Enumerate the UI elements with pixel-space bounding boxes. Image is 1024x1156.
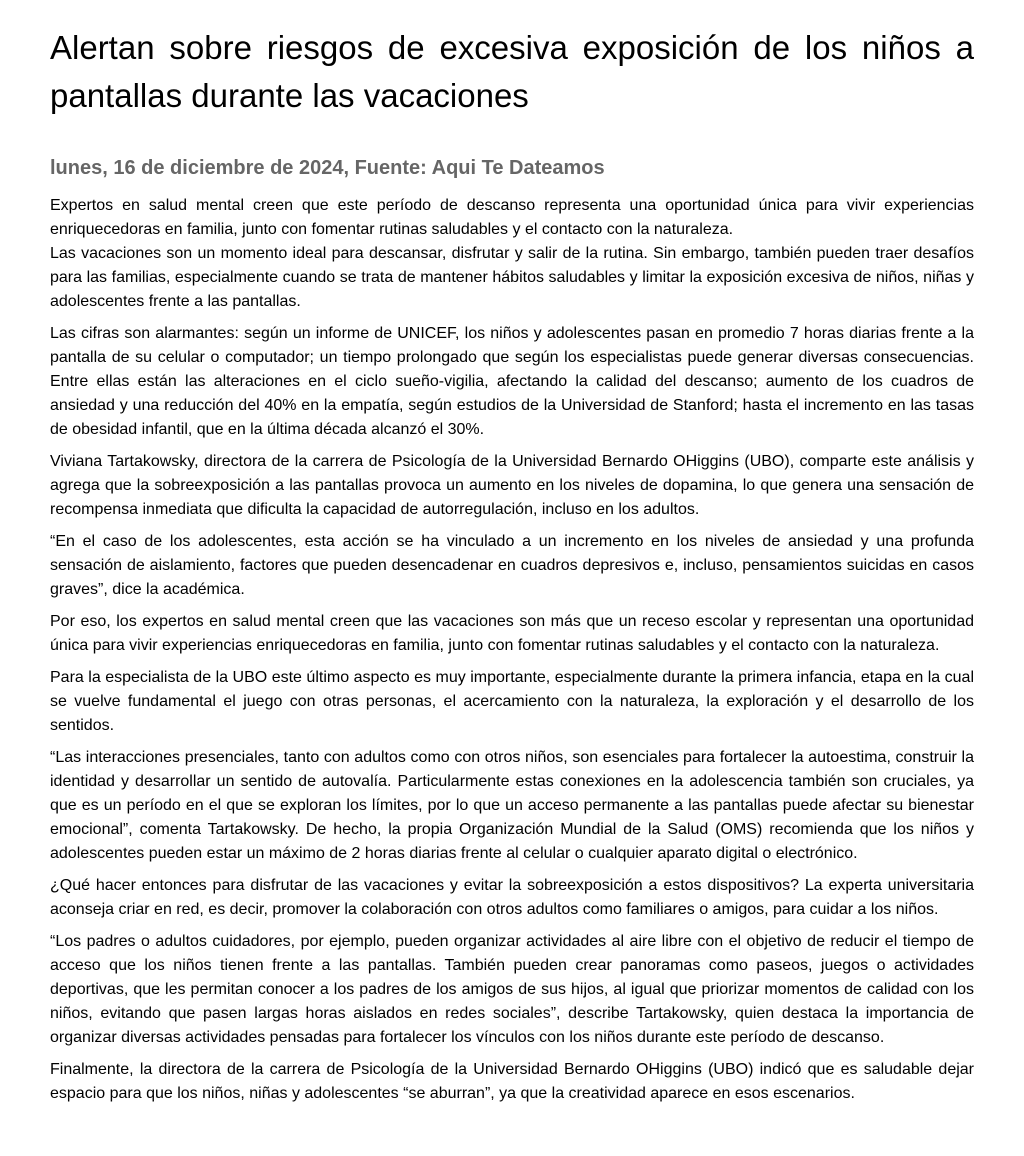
article-paragraph: Por eso, los expertos en salud mental creen que las vacaciones son más que un receso escolar y representan una oportunidad única para vivir experiencias enriquecedoras en familia, junto con fomentar rutinas saludables y el contacto con la naturaleza. <box>50 613 974 654</box>
article-paragraph: ¿Qué hacer entonces para disfrutar de las vacaciones y evitar la sobreexposición a estos dispositivos? La experta universitaria aconseja criar en red, es decir, promover la colaboración con otros adultos como familiares o amigos, para cuidar a los niños. <box>50 877 974 918</box>
article-body <box>50 194 974 1106</box>
article-lead-paragraph: Expertos en salud mental creen que este período de descanso representa una oportunidad única para vivir experiencias enriquecedoras en familia, junto con fomentar rutinas saludables y el contacto con la naturaleza. <box>50 197 974 238</box>
article-title: Alertan sobre riesgos de excesiva exposición de los niños a pantallas durante las vacaciones <box>50 29 974 114</box>
article-paragraph: “Las interacciones presenciales, tanto con adultos como con otros niños, son esenciales para fortalecer la autoestima, construir la identidad y desarrollar un sentido de autovalía. Particularmente estas conexiones en la adolescencia también son cruciales, ya que es un período en el que se exploran los límites, por lo que un acceso permanente a las pantallas puede afectar su bienestar emocional”, comenta Tartakowsky. De hecho, la propia Organización Mundial de la Salud (OMS) recomienda que los niños y adolescentes pueden estar un máximo de 2 horas diarias frente al celular o cualquier aparato digital o electrónico. <box>50 749 974 862</box>
article-paragraph: Para la especialista de la UBO este último aspecto es muy importante, especialmente durante la primera infancia, etapa en la cual se vuelve fundamental el juego con otras personas, el acercamiento con la naturaleza, la exploración y el desarrollo de los sentidos. <box>50 669 974 734</box>
article-paragraph: Las vacaciones son un momento ideal para descansar, disfrutar y salir de la rutina. Sin embargo, también pueden traer desafíos para las familias, especialmente cuando se trata de mantener hábitos saludables y limitar la exposición excesiva de niños, niñas y adolescentes frente a las pantallas. <box>50 245 974 310</box>
article-paragraph: Finalmente, la directora de la carrera de Psicología de la Universidad Bernardo OHiggins (UBO) indicó que es saludable dejar espacio para que los niños, niñas y adolescentes “se aburran”, ya que la creatividad aparece en esos escenarios. <box>50 1061 974 1102</box>
article-date-source: lunes, 16 de diciembre de 2024, Fuente: Aqui Te Dateamos <box>50 157 605 179</box>
article-paragraph: Viviana Tartakowsky, directora de la carrera de Psicología de la Universidad Bernardo OHiggins (UBO), comparte este análisis y agrega que la sobreexposición a las pantallas provoca un aumento en los niveles de dopamina, lo que genera una sensación de recompensa inmediata que dificulta la capacidad de autorregulación, incluso en los adultos. <box>50 453 974 518</box>
article-paragraph: “En el caso de los adolescentes, esta acción se ha vinculado a un incremento en los niveles de ansiedad y una profunda sensación de aislamiento, factores que pueden desencadenar en cuadros depresivos e, incluso, pensamientos suicidas en casos graves”, dice la académica. <box>50 533 974 598</box>
article <box>50 0 974 1114</box>
article-paragraph: “Los padres o adultos cuidadores, por ejemplo, pueden organizar actividades al aire libre con el objetivo de reducir el tiempo de acceso que los niños tienen frente a las pantallas. También pueden crear panoramas como paseos, juegos o actividades deportivas, que les permitan conocer a los padres de los amigos de sus hijos, al igual que priorizar momentos de calidad con los niños, evitando que pasen largas horas aislados en redes sociales”, describe Tartakowsky, quien destaca la importancia de organizar diversas actividades pensadas para fortalecer los vínculos con los niños durante este período de descanso. <box>50 933 974 1046</box>
article-paragraph: Las cifras son alarmantes: según un informe de UNICEF, los niños y adolescentes pasan en promedio 7 horas diarias frente a la pantalla de su celular o computador; un tiempo prolongado que según los especialistas puede generar diversas consecuencias. Entre ellas están las alteraciones en el ciclo sueño-vigilia, afectando la calidad del descanso; aumento de los cuadros de ansiedad y una reducción del 40% en la empatía, según estudios de la Universidad de Stanford; hasta el incremento en las tasas de obesidad infantil, que en la última década alcanzó el 30%. <box>50 325 974 438</box>
